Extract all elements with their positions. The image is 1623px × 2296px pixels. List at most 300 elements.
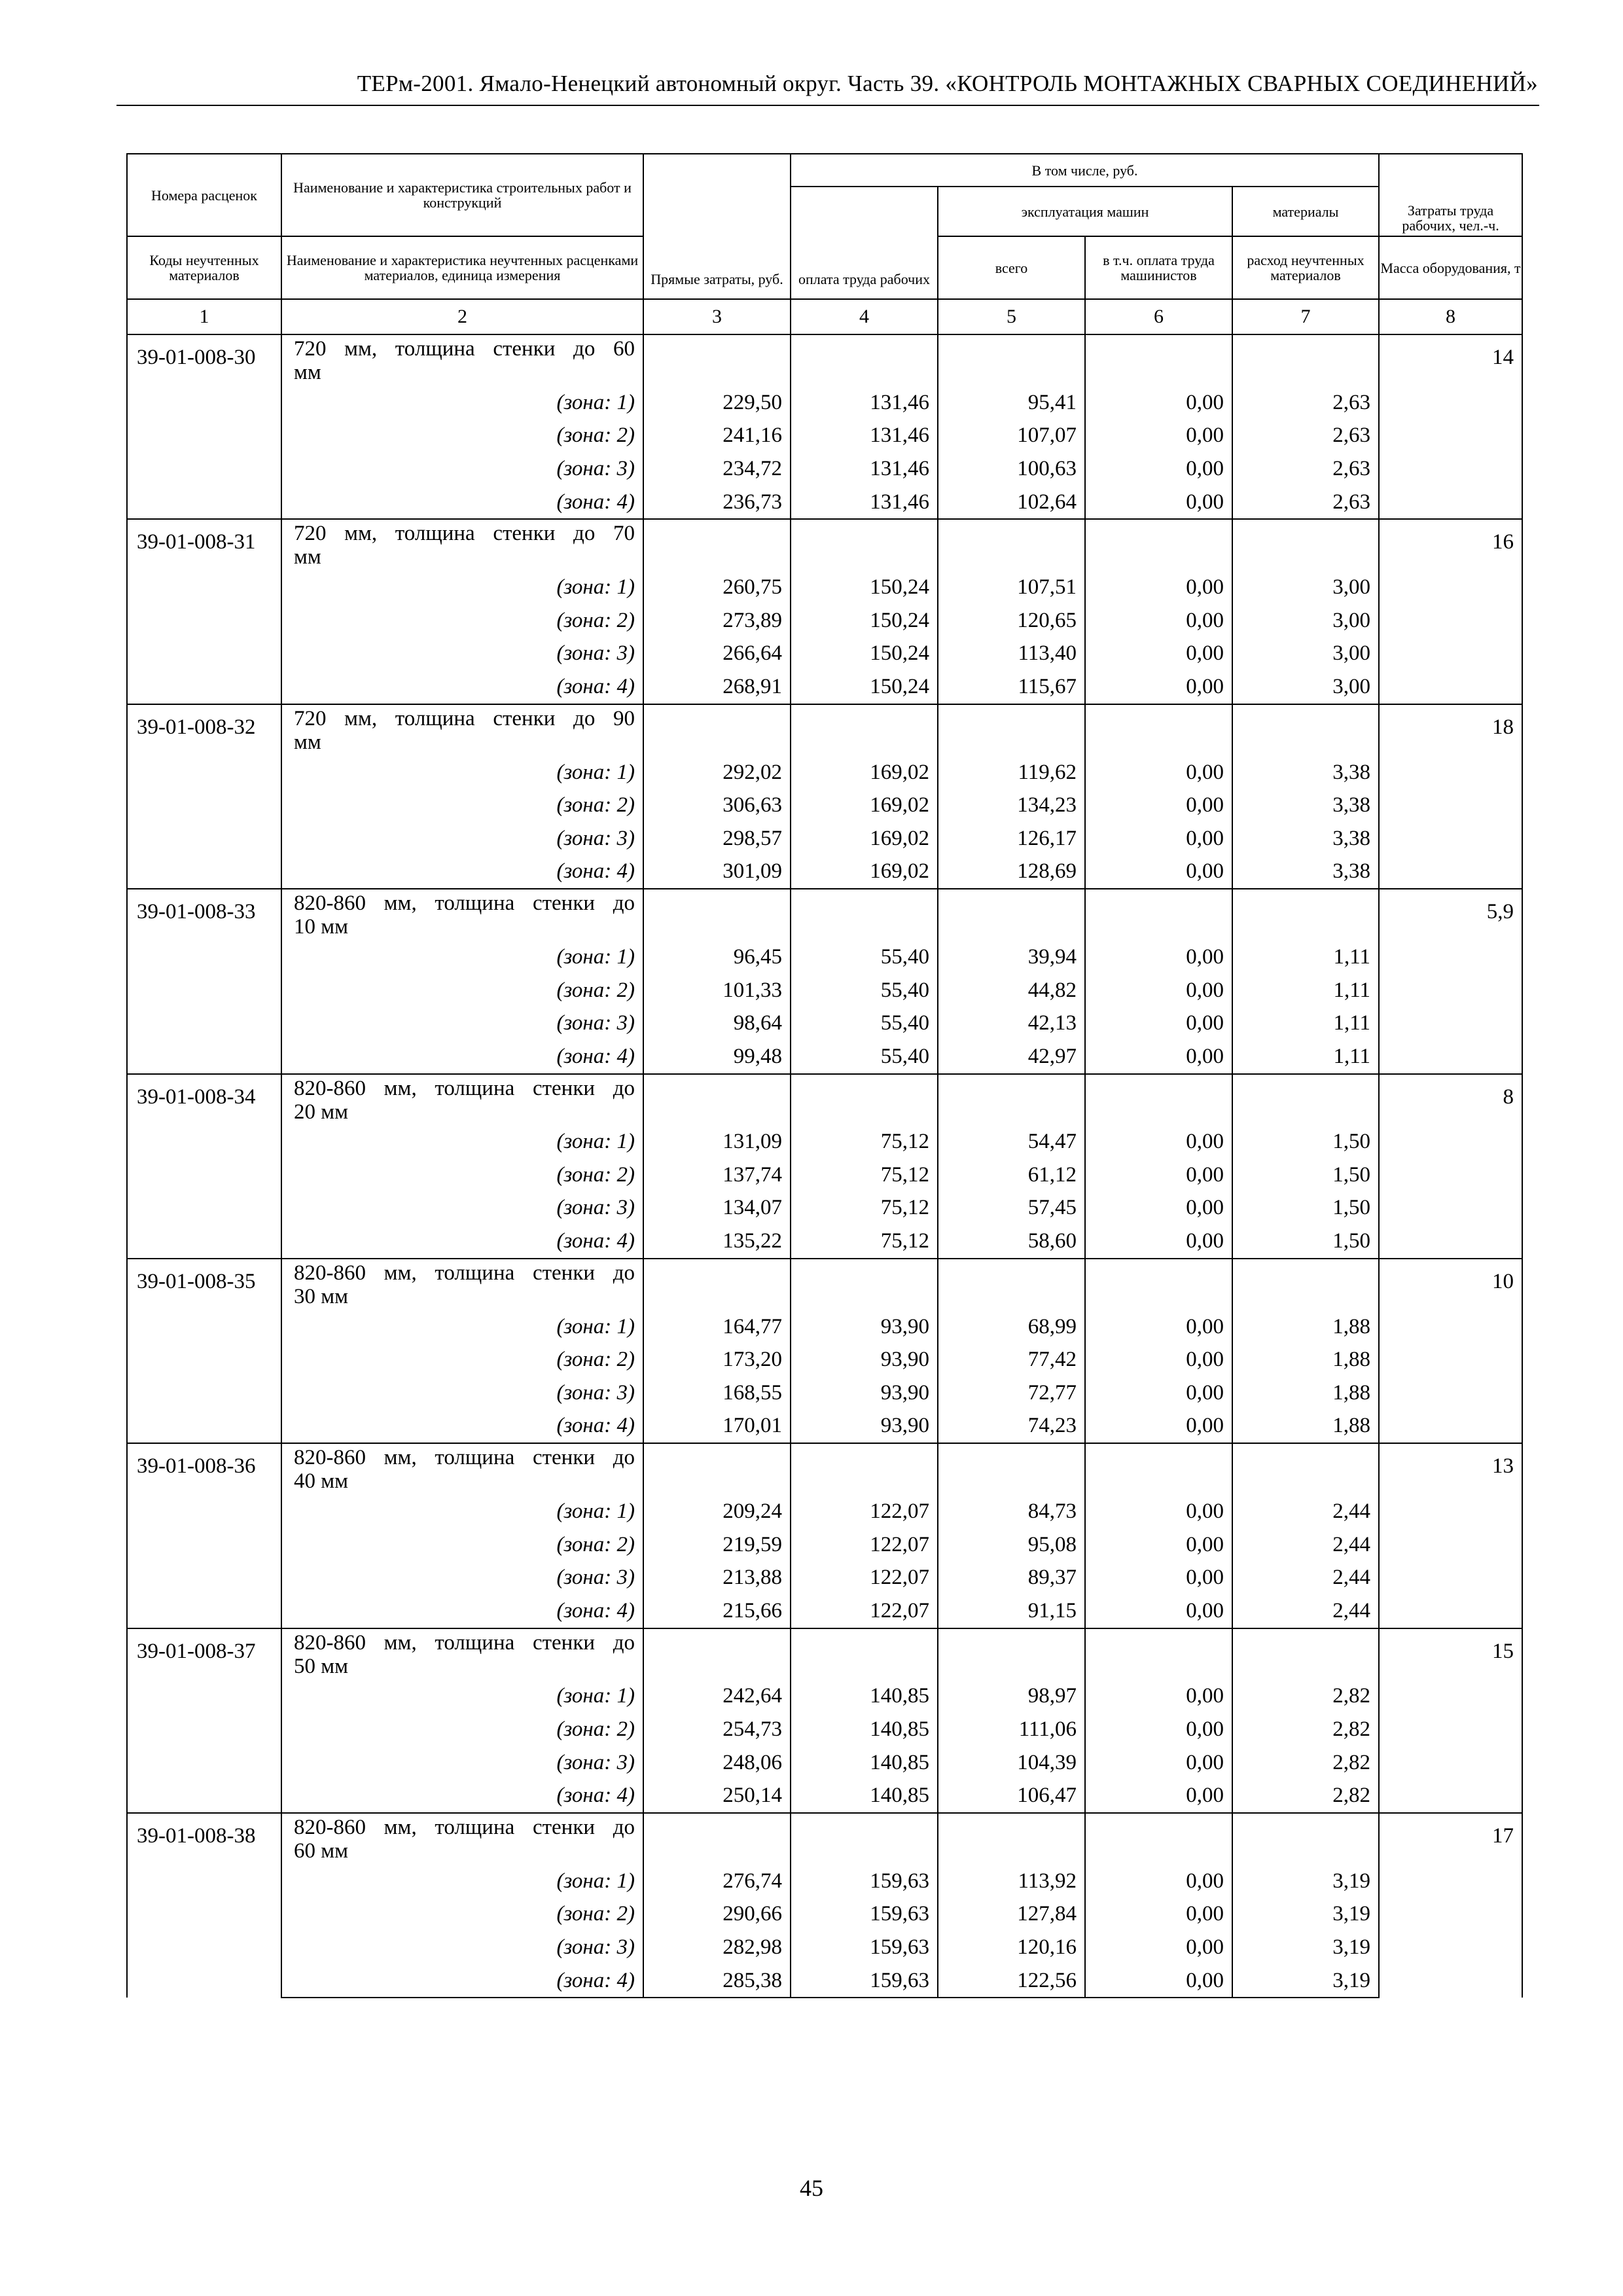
labor-costs-value: 13 [1379, 1443, 1522, 1628]
zone-label: (зона: 1) [281, 1495, 643, 1528]
direct-costs-value: 290,66 [643, 1898, 791, 1931]
empty-cell [791, 519, 938, 571]
zone-row [127, 1931, 1522, 1964]
operator-pay-value: 0,00 [1085, 486, 1232, 520]
zone-row [127, 1964, 1522, 1998]
zone-label: (зона: 3) [281, 1931, 643, 1964]
zone-row [127, 452, 1522, 486]
zone-label: (зона: 4) [281, 855, 643, 889]
materials-value: 2,82 [1232, 1713, 1379, 1746]
operator-pay-value: 0,00 [1085, 1779, 1232, 1813]
worker-pay-value: 75,12 [791, 1225, 938, 1259]
empty-cell [938, 1259, 1085, 1310]
worker-pay-value: 169,02 [791, 822, 938, 855]
materials-value: 3,38 [1232, 756, 1379, 789]
materials-value: 3,19 [1232, 1898, 1379, 1931]
empty-cell [791, 1813, 938, 1865]
column-number: 7 [1232, 299, 1379, 334]
direct-costs-value: 234,72 [643, 452, 791, 486]
operator-pay-value: 0,00 [1085, 1528, 1232, 1562]
operator-pay-value: 0,00 [1085, 974, 1232, 1007]
machine-total-value: 95,41 [938, 386, 1085, 420]
direct-costs-value: 229,50 [643, 386, 791, 420]
direct-costs-value: 137,74 [643, 1158, 791, 1192]
empty-cell [1085, 1074, 1232, 1126]
work-name [281, 1259, 643, 1310]
header-including-rub: В том числе, руб. [791, 154, 1379, 187]
operator-pay-value: 0,00 [1085, 756, 1232, 789]
machine-total-value: 111,06 [938, 1713, 1085, 1746]
machine-total-value: 57,45 [938, 1192, 1085, 1225]
operator-pay-value: 0,00 [1085, 571, 1232, 604]
machine-total-value: 58,60 [938, 1225, 1085, 1259]
zone-row [127, 1495, 1522, 1528]
empty-cell [1085, 704, 1232, 756]
operator-pay-value: 0,00 [1085, 1865, 1232, 1898]
zone-row [127, 1865, 1522, 1898]
empty-cell [938, 334, 1085, 386]
zone-label: (зона: 2) [281, 1158, 643, 1192]
price-code: 39-01-008-36 [127, 1443, 281, 1628]
zone-label: (зона: 2) [281, 1713, 643, 1746]
empty-cell [938, 889, 1085, 941]
labor-costs-value: 14 [1379, 334, 1522, 519]
zone-row [127, 386, 1522, 420]
zone-label: (зона: 4) [281, 1410, 643, 1444]
direct-costs-value: 164,77 [643, 1310, 791, 1344]
work-name-line: 820-860 мм, толщина стенки до [294, 891, 635, 916]
worker-pay-value: 131,46 [791, 386, 938, 420]
operator-pay-value: 0,00 [1085, 1898, 1232, 1931]
table-row [127, 519, 1522, 571]
direct-costs-value: 219,59 [643, 1528, 791, 1562]
direct-costs-value: 282,98 [643, 1931, 791, 1964]
table-row [127, 1443, 1522, 1495]
zone-label: (зона: 3) [281, 822, 643, 855]
zone-label: (зона: 3) [281, 1376, 643, 1410]
zone-row [127, 1310, 1522, 1344]
table-row [127, 1259, 1522, 1310]
materials-value: 1,88 [1232, 1376, 1379, 1410]
zone-label: (зона: 3) [281, 637, 643, 671]
worker-pay-value: 169,02 [791, 855, 938, 889]
empty-cell [643, 1813, 791, 1865]
direct-costs-value: 298,57 [643, 822, 791, 855]
operator-pay-value: 0,00 [1085, 1126, 1232, 1159]
materials-value: 2,44 [1232, 1528, 1379, 1562]
empty-cell [938, 1628, 1085, 1680]
materials-value: 1,11 [1232, 941, 1379, 974]
zone-label: (зона: 3) [281, 1192, 643, 1225]
zone-row [127, 1158, 1522, 1192]
empty-cell [938, 519, 1085, 571]
worker-pay-value: 140,85 [791, 1680, 938, 1713]
zone-label: (зона: 4) [281, 1964, 643, 1998]
price-code: 39-01-008-38 [127, 1813, 281, 1998]
empty-cell [791, 1628, 938, 1680]
operator-pay-value: 0,00 [1085, 855, 1232, 889]
zone-label: (зона: 1) [281, 1865, 643, 1898]
worker-pay-value: 93,90 [791, 1376, 938, 1410]
empty-cell [643, 1259, 791, 1310]
machine-total-value: 120,16 [938, 1931, 1085, 1964]
work-name-line: 720 мм, толщина стенки до 90 [294, 706, 635, 730]
price-table [126, 153, 1523, 1998]
zone-row [127, 420, 1522, 453]
empty-cell [1085, 889, 1232, 941]
worker-pay-value: 131,46 [791, 452, 938, 486]
direct-costs-value: 306,63 [643, 789, 791, 822]
worker-pay-value: 93,90 [791, 1310, 938, 1344]
direct-costs-value: 242,64 [643, 1680, 791, 1713]
operator-pay-value: 0,00 [1085, 386, 1232, 420]
direct-costs-value: 134,07 [643, 1192, 791, 1225]
empty-cell [1085, 1443, 1232, 1495]
worker-pay-value: 150,24 [791, 604, 938, 637]
work-name [281, 889, 643, 941]
direct-costs-value: 292,02 [643, 756, 791, 789]
worker-pay-value: 55,40 [791, 1007, 938, 1040]
empty-cell [1232, 704, 1379, 756]
price-code: 39-01-008-34 [127, 1074, 281, 1259]
operator-pay-value: 0,00 [1085, 637, 1232, 671]
table-row [127, 1074, 1522, 1126]
worker-pay-value: 122,07 [791, 1528, 938, 1562]
zone-label: (зона: 4) [281, 1225, 643, 1259]
work-name-line: мм [294, 545, 321, 569]
zone-label: (зона: 3) [281, 1746, 643, 1780]
zone-row [127, 789, 1522, 822]
worker-pay-value: 140,85 [791, 1779, 938, 1813]
materials-value: 3,38 [1232, 855, 1379, 889]
zone-label: (зона: 2) [281, 604, 643, 637]
machine-total-value: 42,13 [938, 1007, 1085, 1040]
machine-total-value: 128,69 [938, 855, 1085, 889]
materials-value: 2,44 [1232, 1594, 1379, 1628]
labor-costs-value: 5,9 [1379, 889, 1522, 1073]
operator-pay-value: 0,00 [1085, 1310, 1232, 1344]
worker-pay-value: 75,12 [791, 1192, 938, 1225]
zone-row [127, 1594, 1522, 1628]
zone-row [127, 486, 1522, 520]
direct-costs-value: 248,06 [643, 1746, 791, 1780]
materials-value: 2,82 [1232, 1779, 1379, 1813]
machine-total-value: 39,94 [938, 941, 1085, 974]
empty-cell [938, 1813, 1085, 1865]
machine-total-value: 122,56 [938, 1964, 1085, 1998]
operator-pay-value: 0,00 [1085, 1680, 1232, 1713]
machine-total-value: 113,92 [938, 1865, 1085, 1898]
machine-total-value: 98,97 [938, 1680, 1085, 1713]
header-machine-operation: эксплуатация машин [938, 187, 1232, 236]
empty-cell [643, 1443, 791, 1495]
operator-pay-value: 0,00 [1085, 1561, 1232, 1594]
materials-value: 1,50 [1232, 1158, 1379, 1192]
machine-total-value: 91,15 [938, 1594, 1085, 1628]
column-number: 8 [1379, 299, 1522, 334]
machine-total-value: 74,23 [938, 1410, 1085, 1444]
price-code: 39-01-008-32 [127, 704, 281, 889]
direct-costs-value: 213,88 [643, 1561, 791, 1594]
direct-costs-value: 173,20 [643, 1343, 791, 1376]
worker-pay-value: 150,24 [791, 637, 938, 671]
header-direct-costs: Прямые затраты, руб. [643, 154, 791, 299]
price-code: 39-01-008-30 [127, 334, 281, 519]
empty-cell [791, 334, 938, 386]
machine-total-value: 127,84 [938, 1898, 1085, 1931]
direct-costs-value: 268,91 [643, 670, 791, 704]
direct-costs-value: 250,14 [643, 1779, 791, 1813]
zone-row [127, 670, 1522, 704]
header-price-numbers: Номера расценок [127, 154, 281, 236]
direct-costs-value: 236,73 [643, 486, 791, 520]
work-name-line: 820-860 мм, толщина стенки до [294, 1816, 635, 1839]
materials-value: 3,19 [1232, 1964, 1379, 1998]
price-code: 39-01-008-35 [127, 1259, 281, 1443]
zone-row [127, 1746, 1522, 1780]
empty-cell [1232, 1443, 1379, 1495]
empty-cell [1232, 1813, 1379, 1865]
materials-value: 3,19 [1232, 1931, 1379, 1964]
direct-costs-value: 254,73 [643, 1713, 791, 1746]
materials-value: 3,00 [1232, 637, 1379, 671]
machine-total-value: 84,73 [938, 1495, 1085, 1528]
price-code: 39-01-008-33 [127, 889, 281, 1073]
work-name [281, 519, 643, 571]
operator-pay-value: 0,00 [1085, 670, 1232, 704]
column-number: 2 [281, 299, 643, 334]
zone-row [127, 1561, 1522, 1594]
machine-total-value: 42,97 [938, 1040, 1085, 1074]
empty-cell [643, 519, 791, 571]
zone-row [127, 822, 1522, 855]
zone-row [127, 1779, 1522, 1813]
machine-total-value: 68,99 [938, 1310, 1085, 1344]
zone-row [127, 1680, 1522, 1713]
zone-label: (зона: 4) [281, 486, 643, 520]
work-name [281, 1628, 643, 1680]
empty-cell [1232, 1628, 1379, 1680]
zone-row [127, 1343, 1522, 1376]
machine-total-value: 107,51 [938, 571, 1085, 604]
empty-cell [938, 1074, 1085, 1126]
worker-pay-value: 159,63 [791, 1865, 938, 1898]
operator-pay-value: 0,00 [1085, 1495, 1232, 1528]
worker-pay-value: 150,24 [791, 571, 938, 604]
work-name-line: 820-860 мм, толщина стенки до [294, 1076, 635, 1100]
header-equipment-mass: Масса оборудования, т [1379, 236, 1522, 299]
operator-pay-value: 0,00 [1085, 1225, 1232, 1259]
work-name [281, 1813, 643, 1865]
direct-costs-value: 209,24 [643, 1495, 791, 1528]
zone-row [127, 974, 1522, 1007]
work-name-line: 820-860 мм, толщина стенки до [294, 1261, 635, 1285]
work-name-line: 60 мм [294, 1839, 349, 1863]
worker-pay-value: 159,63 [791, 1898, 938, 1931]
zone-row [127, 604, 1522, 637]
materials-value: 1,11 [1232, 1040, 1379, 1074]
operator-pay-value: 0,00 [1085, 452, 1232, 486]
operator-pay-value: 0,00 [1085, 1746, 1232, 1780]
zone-label: (зона: 4) [281, 670, 643, 704]
header-labor-costs: Затраты труда рабочих, чел.-ч. [1379, 154, 1522, 236]
zone-label: (зона: 2) [281, 1343, 643, 1376]
zone-row [127, 637, 1522, 671]
price-table-body [127, 334, 1522, 1998]
direct-costs-value: 99,48 [643, 1040, 791, 1074]
machine-total-value: 61,12 [938, 1158, 1085, 1192]
empty-cell [643, 334, 791, 386]
empty-cell [938, 1443, 1085, 1495]
direct-costs-value: 98,64 [643, 1007, 791, 1040]
column-number: 3 [643, 299, 791, 334]
labor-costs-value: 10 [1379, 1259, 1522, 1443]
operator-pay-value: 0,00 [1085, 1007, 1232, 1040]
zone-label: (зона: 4) [281, 1040, 643, 1074]
direct-costs-value: 131,09 [643, 1126, 791, 1159]
machine-total-value: 126,17 [938, 822, 1085, 855]
operator-pay-value: 0,00 [1085, 1410, 1232, 1444]
zone-label: (зона: 2) [281, 974, 643, 1007]
worker-pay-value: 93,90 [791, 1410, 938, 1444]
table-row [127, 334, 1522, 386]
operator-pay-value: 0,00 [1085, 1192, 1232, 1225]
direct-costs-value: 266,64 [643, 637, 791, 671]
direct-costs-value: 170,01 [643, 1410, 791, 1444]
work-name-line: мм [294, 730, 321, 754]
work-name [281, 704, 643, 756]
zone-label: (зона: 1) [281, 571, 643, 604]
work-name-line: 20 мм [294, 1100, 349, 1124]
table-row [127, 704, 1522, 756]
header-material-names: Наименование и характеристика неучтенных расценками материалов, единица измерения [281, 236, 643, 299]
running-title: ТЕРм-2001. Ямало-Ненецкий автономный округ. Часть 39. «КОНТРОЛЬ МОНТАЖНЫХ СВАРНЫХ СОЕДИНЕНИЙ» [357, 71, 1538, 96]
header-rule [116, 105, 1539, 106]
column-number: 5 [938, 299, 1085, 334]
direct-costs-value: 301,09 [643, 855, 791, 889]
worker-pay-value: 159,63 [791, 1931, 938, 1964]
materials-value: 1,50 [1232, 1126, 1379, 1159]
zone-row [127, 1225, 1522, 1259]
work-name-line: 720 мм, толщина стенки до 70 [294, 522, 635, 546]
zone-row [127, 1898, 1522, 1931]
machine-total-value: 54,47 [938, 1126, 1085, 1159]
header-worker-pay: оплата труда рабочих [791, 187, 938, 299]
operator-pay-value: 0,00 [1085, 1040, 1232, 1074]
work-name [281, 334, 643, 386]
worker-pay-value: 169,02 [791, 756, 938, 789]
materials-value: 2,82 [1232, 1680, 1379, 1713]
zone-row [127, 1376, 1522, 1410]
direct-costs-value: 285,38 [643, 1964, 791, 1998]
empty-cell [1232, 519, 1379, 571]
direct-costs-value: 276,74 [643, 1865, 791, 1898]
empty-cell [643, 889, 791, 941]
column-number: 6 [1085, 299, 1232, 334]
work-name-line: 720 мм, толщина стенки до 60 [294, 337, 635, 361]
price-code: 39-01-008-37 [127, 1628, 281, 1813]
worker-pay-value: 169,02 [791, 789, 938, 822]
operator-pay-value: 0,00 [1085, 1931, 1232, 1964]
empty-cell [1232, 1074, 1379, 1126]
worker-pay-value: 150,24 [791, 670, 938, 704]
zone-row [127, 571, 1522, 604]
zone-row [127, 1007, 1522, 1040]
materials-value: 1,11 [1232, 974, 1379, 1007]
zone-label: (зона: 1) [281, 756, 643, 789]
materials-value: 3,38 [1232, 789, 1379, 822]
operator-pay-value: 0,00 [1085, 789, 1232, 822]
materials-value: 2,63 [1232, 452, 1379, 486]
empty-cell [791, 704, 938, 756]
direct-costs-value: 260,75 [643, 571, 791, 604]
empty-cell [791, 889, 938, 941]
zone-row [127, 941, 1522, 974]
machine-total-value: 102,64 [938, 486, 1085, 520]
zone-label: (зона: 1) [281, 1680, 643, 1713]
materials-value: 1,50 [1232, 1192, 1379, 1225]
worker-pay-value: 55,40 [791, 1040, 938, 1074]
labor-costs-value: 17 [1379, 1813, 1522, 1998]
zone-label: (зона: 2) [281, 420, 643, 453]
page-number: 45 [800, 2175, 823, 2201]
work-name-line: 820-860 мм, толщина стенки до [294, 1630, 635, 1655]
header-material-codes: Коды неучтенных материалов [127, 236, 281, 299]
machine-total-value: 119,62 [938, 756, 1085, 789]
operator-pay-value: 0,00 [1085, 1713, 1232, 1746]
machine-total-value: 115,67 [938, 670, 1085, 704]
empty-cell [643, 704, 791, 756]
direct-costs-value: 273,89 [643, 604, 791, 637]
empty-cell [791, 1443, 938, 1495]
zone-label: (зона: 2) [281, 789, 643, 822]
materials-value: 3,00 [1232, 604, 1379, 637]
labor-costs-value: 8 [1379, 1074, 1522, 1259]
column-number: 4 [791, 299, 938, 334]
labor-costs-value: 15 [1379, 1628, 1522, 1813]
empty-cell [1085, 1628, 1232, 1680]
zone-row [127, 1040, 1522, 1074]
machine-total-value: 44,82 [938, 974, 1085, 1007]
empty-cell [791, 1259, 938, 1310]
zone-label: (зона: 4) [281, 1779, 643, 1813]
machine-total-value: 106,47 [938, 1779, 1085, 1813]
worker-pay-value: 55,40 [791, 941, 938, 974]
worker-pay-value: 122,07 [791, 1594, 938, 1628]
direct-costs-value: 168,55 [643, 1376, 791, 1410]
worker-pay-value: 140,85 [791, 1746, 938, 1780]
machine-total-value: 95,08 [938, 1528, 1085, 1562]
machine-total-value: 134,23 [938, 789, 1085, 822]
zone-label: (зона: 4) [281, 1594, 643, 1628]
labor-costs-value: 18 [1379, 704, 1522, 889]
direct-costs-value: 96,45 [643, 941, 791, 974]
empty-cell [643, 1074, 791, 1126]
work-name-line: мм [294, 361, 321, 384]
machine-total-value: 107,07 [938, 420, 1085, 453]
empty-cell [1085, 1259, 1232, 1310]
worker-pay-value: 159,63 [791, 1964, 938, 1998]
materials-value: 1,50 [1232, 1225, 1379, 1259]
materials-value: 1,11 [1232, 1007, 1379, 1040]
materials-value: 1,88 [1232, 1343, 1379, 1376]
empty-cell [1232, 334, 1379, 386]
empty-cell [791, 1074, 938, 1126]
materials-value: 3,19 [1232, 1865, 1379, 1898]
machine-total-value: 89,37 [938, 1561, 1085, 1594]
machine-total-value: 104,39 [938, 1746, 1085, 1780]
worker-pay-value: 55,40 [791, 974, 938, 1007]
